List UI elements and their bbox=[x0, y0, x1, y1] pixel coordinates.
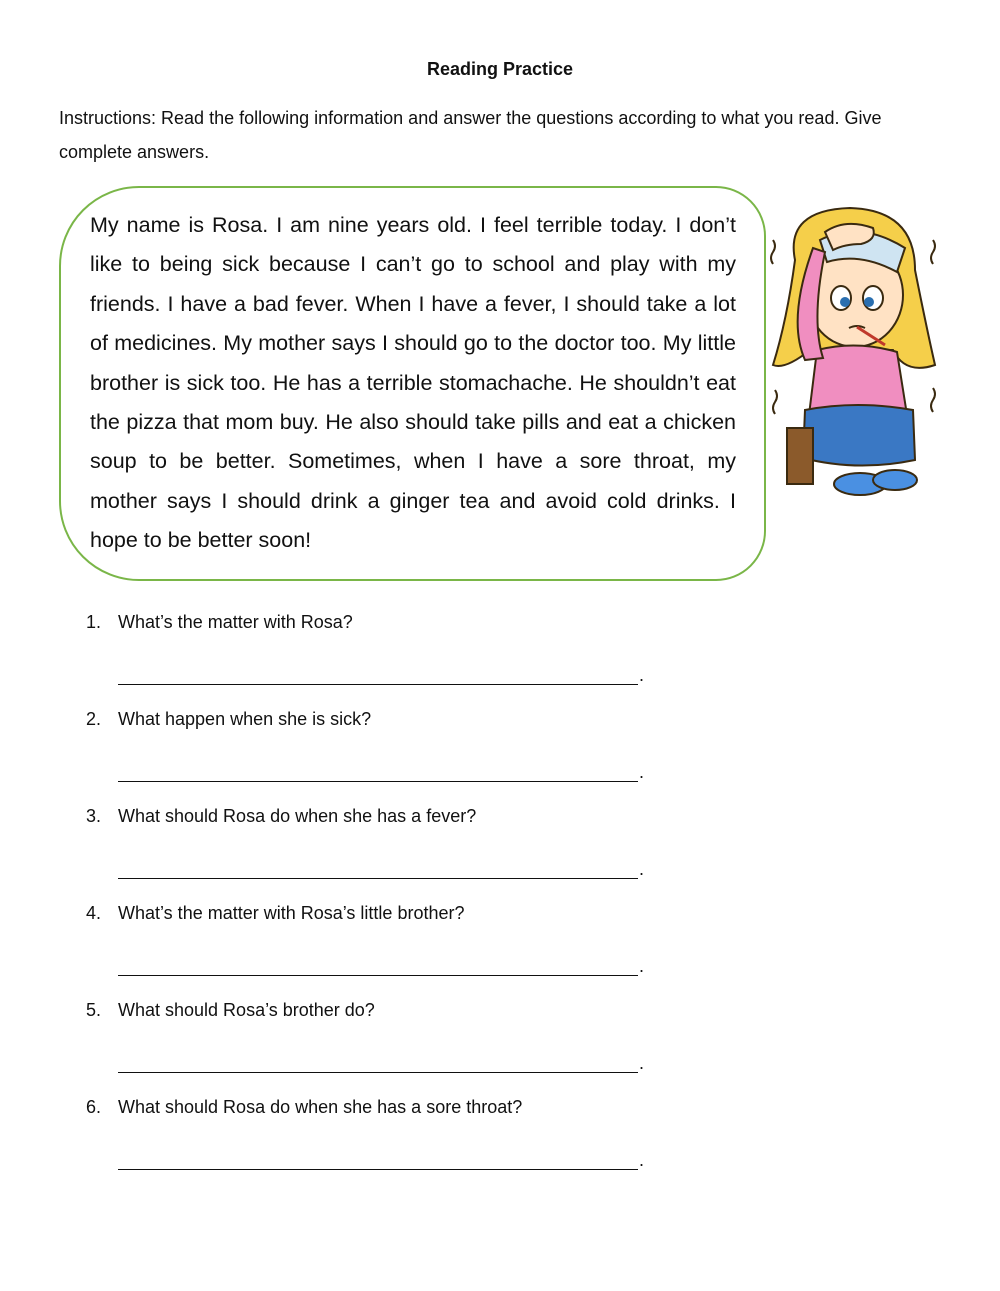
answer-line[interactable] bbox=[118, 763, 638, 782]
question-number: 4. bbox=[86, 903, 102, 923]
answer-line[interactable] bbox=[118, 1054, 638, 1073]
answer-period: . bbox=[639, 1053, 645, 1073]
question-list bbox=[86, 612, 686, 1194]
question-item bbox=[86, 903, 686, 1000]
question-item bbox=[86, 1097, 686, 1194]
question-text: What’s the matter with Rosa? bbox=[118, 612, 353, 632]
sick-girl-icon bbox=[765, 200, 945, 505]
answer-line[interactable] bbox=[118, 1151, 638, 1170]
answer-period: . bbox=[639, 956, 645, 976]
story-text: My name is Rosa. I am nine years old. I feel terrible today. I don’t like to being sick because I can’t go to school and play with my friends. I have a bad fever. When I have a fever, I should take a lot of medicines. My mother says I should go to the doctor too. My little brother is sick too. He has a terrible stomachache. He shouldn’t eat the pizza that mom buy. He also should take pills and eat a chicken soup to be better. Sometimes, when I have a sore throat, my mother says I should drink a ginger tea and avoid cold drinks. I hope to be better soon! bbox=[90, 213, 736, 553]
question-item bbox=[86, 709, 686, 806]
question-text: What should Rosa’s brother do? bbox=[118, 1000, 375, 1020]
page-title: Reading Practice bbox=[426, 59, 574, 79]
answer-line[interactable] bbox=[118, 957, 638, 976]
question-number: 5. bbox=[86, 1000, 102, 1020]
instructions-text: Instructions: Read the following information and answer the questions according to what you read. Give complete answers. bbox=[59, 108, 882, 162]
question-number: 3. bbox=[86, 806, 102, 826]
question-item bbox=[86, 612, 686, 709]
answer-period: . bbox=[639, 859, 645, 879]
question-number: 1. bbox=[86, 612, 102, 632]
answer-period: . bbox=[639, 762, 645, 782]
answer-line[interactable] bbox=[118, 860, 638, 879]
question-number: 6. bbox=[86, 1097, 102, 1117]
question-item bbox=[86, 806, 686, 903]
answer-period: . bbox=[639, 665, 645, 685]
question-item bbox=[86, 1000, 686, 1097]
question-text: What happen when she is sick? bbox=[118, 709, 372, 729]
answer-line[interactable] bbox=[118, 666, 638, 685]
question-number: 2. bbox=[86, 709, 102, 729]
answer-period: . bbox=[639, 1150, 645, 1170]
question-text: What’s the matter with Rosa’s little brother? bbox=[118, 903, 465, 923]
question-text: What should Rosa do when she has a fever? bbox=[118, 806, 477, 826]
question-text: What should Rosa do when she has a sore throat? bbox=[118, 1097, 523, 1117]
